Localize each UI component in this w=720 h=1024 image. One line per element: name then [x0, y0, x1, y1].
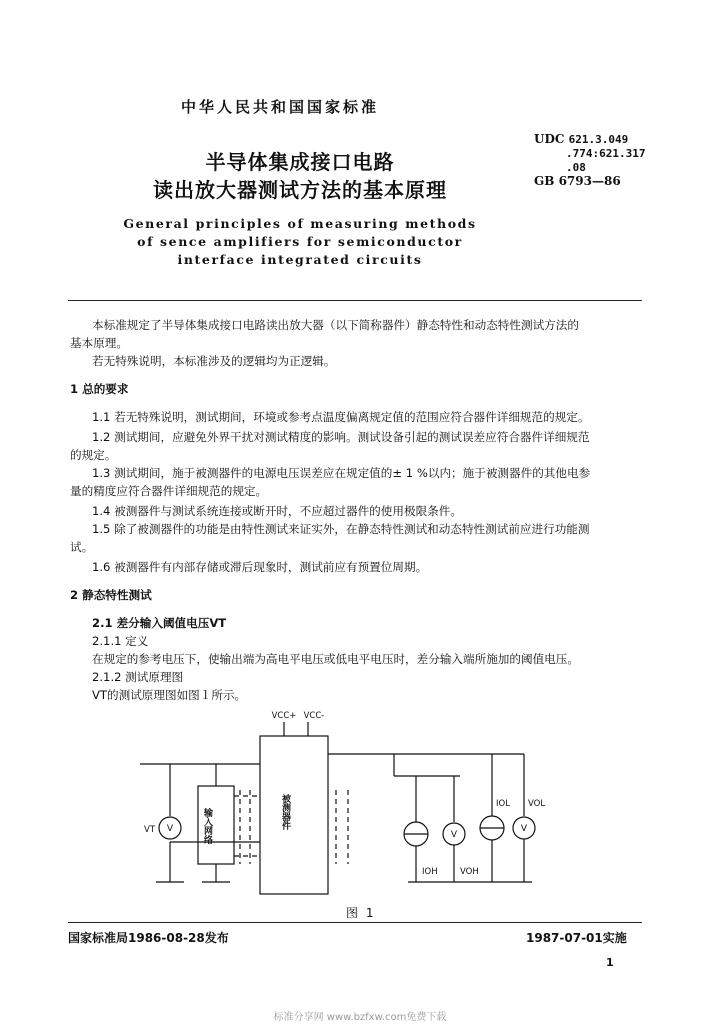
intro-paragraph-2: 若无特殊说明，本标准涉及的逻辑均为正逻辑。: [92, 354, 336, 368]
udc-label: UDC: [534, 132, 565, 146]
vcc-plus-label: VCC+: [271, 711, 297, 721]
clause-2-1: 2.1 差分输入阈值电压VT: [92, 616, 227, 630]
title-cn-line2: 读出放大器测试方法的基本原理: [153, 178, 447, 202]
clause-1-4: 1.4 被测器件与测试系统连接或断开时，不应超过器件的使用极限条件。: [92, 504, 462, 518]
title-en-line1: General principles of measuring methods: [123, 216, 477, 231]
effective-date: 1987-07-01实施: [526, 931, 627, 945]
clause-1-2b: 的规定。: [70, 448, 117, 462]
title-en-line3: interface integrated circuits: [177, 252, 423, 267]
clause-2-1-2: 2.1.2 测试原理图: [92, 670, 184, 684]
clause-2-1-2-text: VT的测试原理图如图１所示。: [92, 688, 247, 702]
clause-1-3b: 量的精度应符合器件详细规范的规定。: [70, 484, 268, 498]
clause-1-5a: 1.5 除了被测器件的功能是由特性测试来证实外，在静态特性测试和动态特性测试前应进行功能测: [92, 522, 590, 536]
intro-paragraph-1a: 本标准规定了半导体集成接口电路读出放大器（以下简称器件）静态特性和动态特性测试方法的: [92, 318, 579, 332]
clause-1-6: 1.6 被测器件有内部存储或滞后现象时，测试前应有预置位周期。: [92, 560, 428, 574]
issued-date: 国家标准局1986-08-28发布: [68, 931, 229, 945]
udc-line2: .774:621.317: [566, 147, 646, 160]
voh-label: VOH: [460, 867, 479, 877]
watermark-text: 标准分享网 www.bzfxw.com免费下载: [273, 1012, 447, 1023]
intro-paragraph-1b: 基本原理。: [70, 336, 128, 350]
udc-line1: 621.3.049: [568, 133, 629, 146]
vt-meter-symbol: V: [166, 824, 174, 834]
standard-codes: [534, 132, 645, 188]
ioh-label: IOH: [422, 867, 438, 877]
figure-caption: 图 1: [346, 906, 376, 920]
voh-meter-symbol: V: [450, 830, 458, 840]
vol-meter-symbol: V: [520, 824, 528, 834]
vt-label: VT: [144, 825, 156, 835]
clause-1-3a: 1.3 测试期间，施于被测器件的电源电压误差应在规定值的± 1 %以内；施于被测器件的其他电参: [92, 466, 591, 480]
clause-2-1-1-text: 在规定的参考电压下，使输出端为高电平电压或低电平电压时，差分输入端所施加的阈值电压。: [92, 652, 579, 666]
clause-1-2a: 1.2 测试期间，应避免外界干扰对测试精度的影响。测试设备引起的测试误差应符合器件详细规范: [92, 430, 590, 444]
title-cn-line1: 半导体集成接口电路: [205, 150, 395, 174]
test-circuit-diagram: [140, 706, 560, 902]
iol-label: IOL: [496, 799, 510, 809]
clause-1-1: 1.1 若无特殊说明，测试期间，环境或参考点温度偏离规定值的范围应符合器件详细规范的规定。: [92, 410, 590, 424]
vol-label: VOL: [528, 799, 546, 809]
title-en-line2: of sence amplifiers for semiconductor: [137, 234, 463, 249]
country-standard-heading: 中华人民共和国国家标准: [180, 98, 379, 116]
page-number: 1: [606, 956, 614, 969]
header-rule: [68, 300, 642, 301]
gb-number: GB 6793—86: [534, 174, 621, 188]
vcc-minus-label: VCC-: [303, 711, 325, 721]
section-1-title: 1 总的要求: [70, 382, 129, 396]
footer-rule: [68, 922, 642, 923]
dut-label: 被测器件: [280, 794, 290, 830]
udc-line3: .08: [566, 161, 586, 174]
clause-1-5b: 试。: [70, 540, 94, 554]
input-network-label: 输入网络: [202, 808, 212, 844]
section-2-title: 2 静态特性测试: [70, 588, 152, 602]
clause-2-1-1: 2.1.1 定义: [92, 634, 149, 648]
